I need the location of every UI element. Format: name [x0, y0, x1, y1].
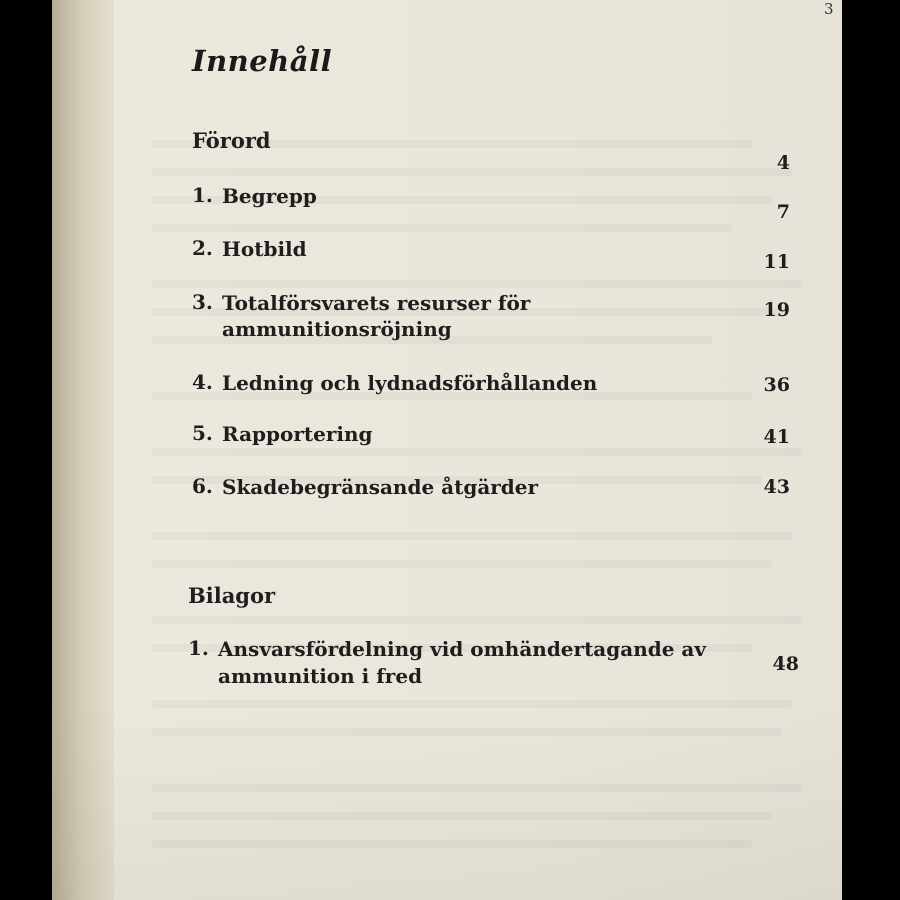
entry-title: Rapportering — [222, 422, 373, 446]
entry-title-line-2: ammunitionsröjning — [222, 317, 452, 341]
toc-title: Innehåll — [192, 44, 333, 78]
entry-number: 6. — [192, 474, 213, 498]
entry-number: 1. — [188, 636, 209, 660]
entry-title: Ledning och lydnadsförhållanden — [222, 371, 598, 395]
entry-title-line-1: Ansvarsfördelning vid omhändertagande av — [218, 637, 706, 661]
preface-page: 4 — [776, 152, 790, 174]
page-number: 3 — [824, 0, 834, 18]
preface-heading: Förord — [192, 128, 271, 153]
entry-number: 1. — [192, 183, 213, 207]
toc-entry-5-page: 41 — [763, 426, 790, 448]
book-page — [52, 0, 842, 900]
toc-entry-3-page: 19 — [763, 299, 790, 321]
entry-title: Hotbild — [222, 237, 307, 261]
entry-title-line-1: Totalförsvarets resurser för — [222, 291, 531, 315]
entry-number: 4. — [192, 370, 213, 394]
toc-entry-2-page: 11 — [763, 251, 790, 273]
entry-number: 2. — [192, 236, 213, 260]
appendix-heading: Bilagor — [188, 583, 276, 608]
toc-entry-4-page: 36 — [763, 374, 790, 396]
entry-number: 5. — [192, 421, 213, 445]
entry-title-line-2: ammunition i fred — [218, 664, 423, 688]
appendix-entry-1-page: 48 — [772, 653, 799, 675]
entry-number: 3. — [192, 290, 213, 314]
entry-title: Skadebegränsande åtgärder — [222, 475, 539, 499]
toc-entry-1-page: 7 — [776, 201, 790, 223]
entry-title: Begrepp — [222, 184, 317, 208]
page-shadow — [52, 700, 842, 900]
toc-entry-6-page: 43 — [763, 476, 790, 498]
